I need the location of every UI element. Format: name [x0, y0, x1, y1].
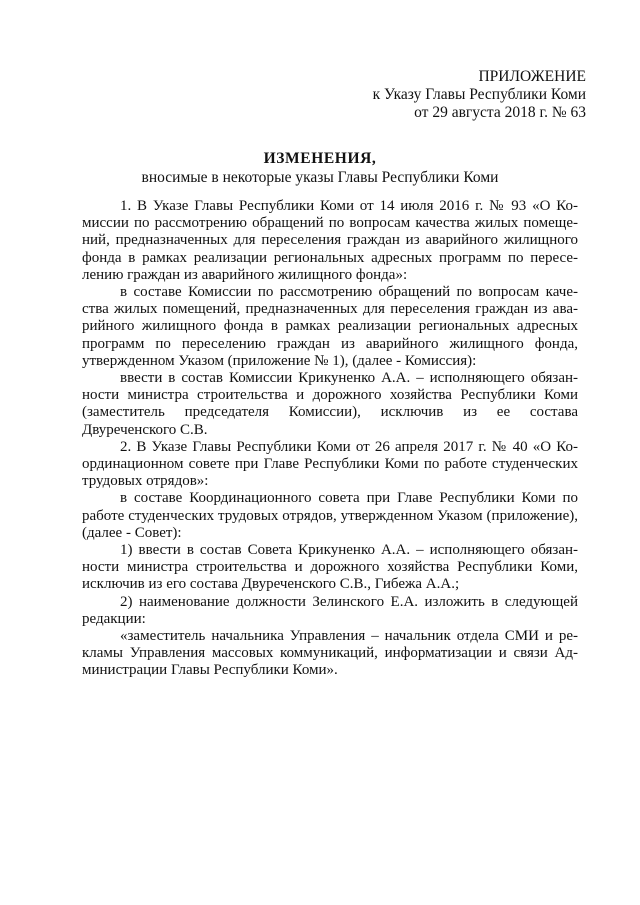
- paragraph-6: 1) ввести в состав Совета Крикуненко А.А. – исполняющего обязанности министра строительства и дорожного хозяйства Республики Коми, исключив из его состава Двуреченского С.В., Гибежа А.А.;: [82, 542, 578, 593]
- document-title: ИЗМЕНЕНИЯ,: [263, 150, 377, 167]
- paragraph-7: 2) наименование должности Зелинского Е.А. изложить в следующей редакции:: [82, 593, 578, 627]
- paragraph-4: 2. В Указе Главы Республики Коми от 26 апреля 2017 г. № 40 «О Координационном совете при Главе Республики Коми по работе студенческих трудовых отрядов»:: [82, 438, 578, 490]
- paragraph-3: ввести в состав Комиссии Крикуненко А.А. – исполняющего обязанности министра строительства и дорожного хозяйства Республики Коми (заместитель председателя Комиссии), исключив из ее состава Двуреченского С.В.: [82, 370, 578, 438]
- appendix-label: ПРИЛОЖЕНИЕ: [478, 68, 586, 85]
- paragraph-1: 1. В Указе Главы Республики Коми от 14 июля 2016 г. № 93 «О Комиссии по рассмотрению обращений по вопросам качества жилых помещений, предназначенных для переселения граждан из аварийного жилищного фонда в рамках реализации региональных адресных программ по переселению граждан из аварийного жилищного фонда»:: [82, 198, 578, 283]
- document-heading: [0, 149, 640, 187]
- document-subtitle: вносимые в некоторые указы Главы Республики Коми: [141, 169, 499, 186]
- appendix-block: [286, 68, 586, 122]
- paragraph-5: в составе Координационного совета при Главе Республики Коми по работе студенческих трудовых отрядов, утвержденном Указом (приложение), (далее - Совет):: [82, 490, 578, 541]
- paragraph-2: в составе Комиссии по рассмотрению обращений по вопросам качества жилых помещений, предназначенных для переселения граждан из аварийного жилищного фонда в рамках реализации региональных адресных программ по переселению граждан из аварийного жилищного фонда, утвержденном Указом (приложение № 1), (далее - Комиссия):: [82, 284, 578, 369]
- appendix-decree-date: от 29 августа 2018 г. № 63: [414, 104, 586, 121]
- document-body: [82, 198, 578, 680]
- appendix-decree-ref: к Указу Главы Республики Коми: [372, 86, 586, 103]
- paragraph-8: «заместитель начальника Управления – начальник отдела СМИ и рекламы Управления массовых коммуникаций, информатизации и связи Администрации Главы Республики Коми».: [82, 628, 578, 679]
